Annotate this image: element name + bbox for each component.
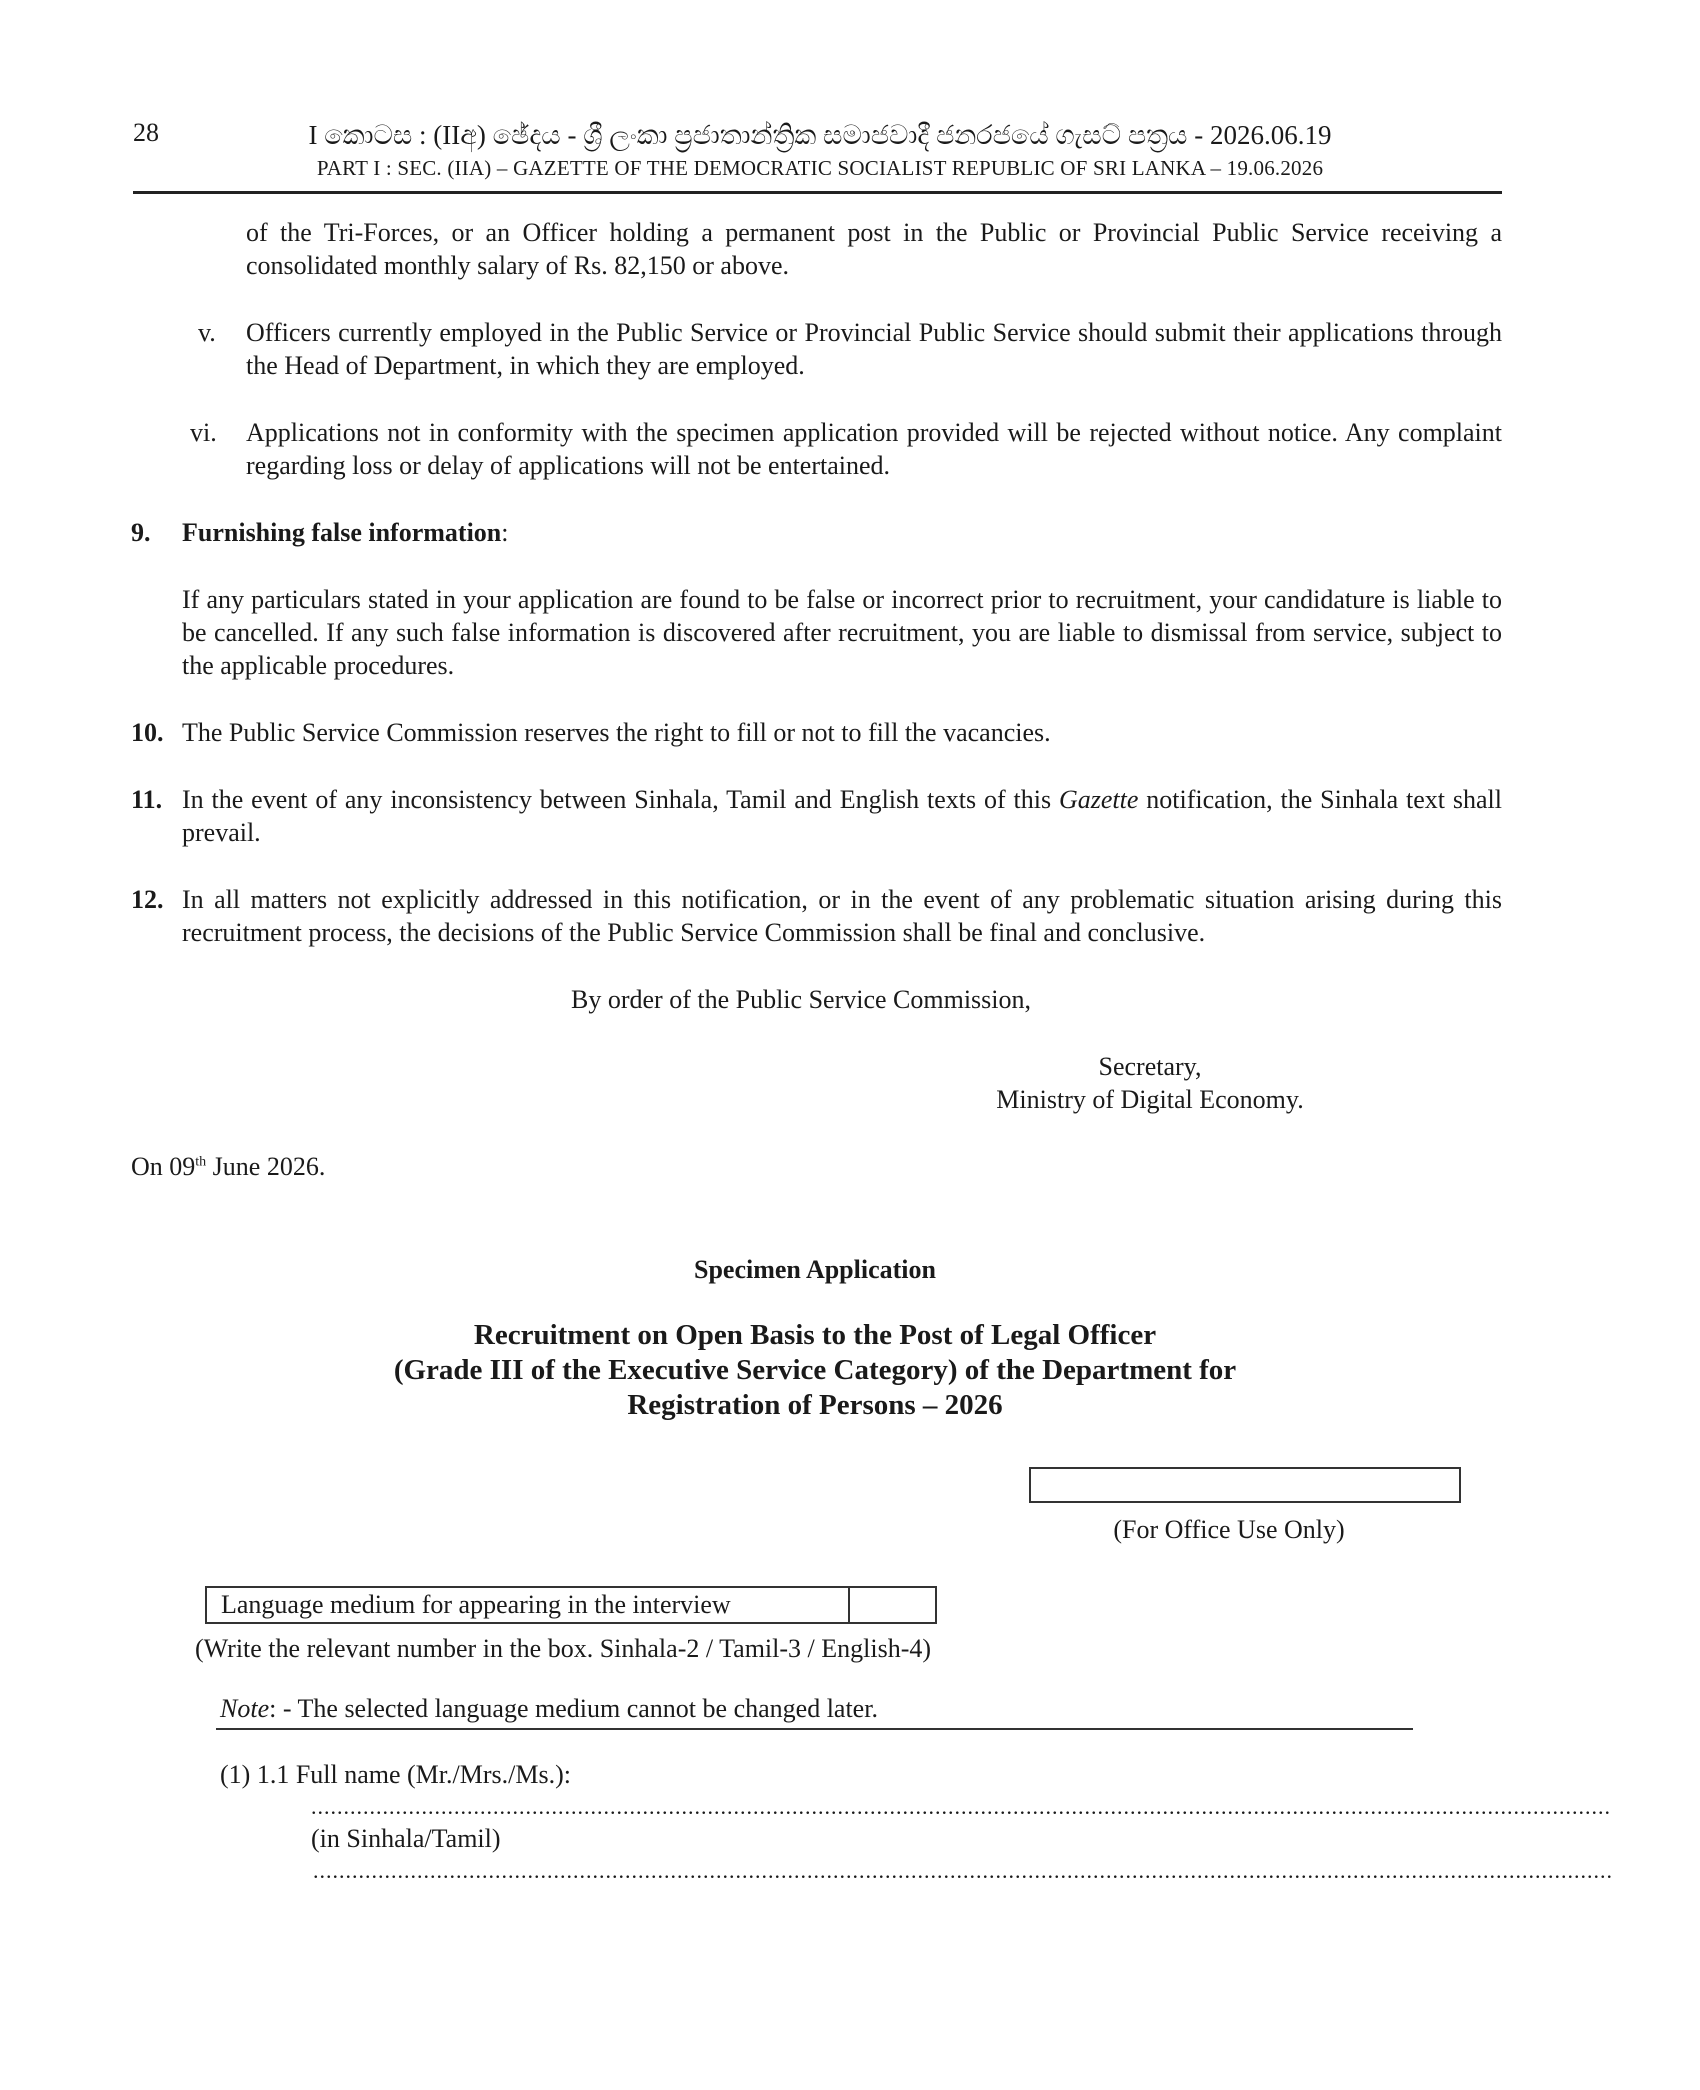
office-use-box[interactable] bbox=[1029, 1467, 1461, 1503]
section-10-number: 10. bbox=[131, 718, 164, 747]
language-medium-table bbox=[205, 1586, 937, 1624]
section-12-number: 12. bbox=[131, 885, 164, 914]
list-marker: v. bbox=[198, 318, 216, 347]
list-item-text: Applications not in conformity with the specimen application provided will be rejected without notice. Any complaint regarding loss or delay of applications will not be entertained. bbox=[246, 418, 1502, 480]
section-9-body: If any particulars stated in your application are found to be false or incorrect prior to recruitment, your candidature is liable to be cancelled. If any such false information is discovered after recruitment, you are liable to dismissal from service, subject to the applicable procedures. bbox=[182, 585, 1502, 680]
section-11-text: In the event of any inconsistency between Sinhala, Tamil and English texts of this Gazette notification, the Sinhala text shall prevail. bbox=[182, 785, 1502, 847]
list-item-vi bbox=[190, 416, 1502, 482]
gazette-header-english: PART I : SEC. (IIA) – GAZETTE OF THE DEMOCRATIC SOCIALIST REPUBLIC OF SRI LANKA – 19.06.2026 bbox=[316, 156, 1324, 180]
header-divider bbox=[133, 191, 1502, 194]
note-label: Note bbox=[220, 1694, 270, 1723]
gazette-italic: Gazette bbox=[1058, 785, 1139, 814]
list-marker: vi. bbox=[190, 418, 217, 447]
signature-block bbox=[940, 1050, 1360, 1116]
continued-paragraph: of the Tri-Forces, or an Officer holding a permanent post in the Public or Provincial Public Service receiving a consolidated monthly salary of Rs. 82,150 or above. bbox=[246, 218, 1502, 280]
specimen-title-line-2: (Grade III of the Executive Service Category) of the Department for bbox=[393, 1354, 1237, 1386]
section-9-heading: Furnishing false information: bbox=[182, 518, 509, 547]
note-text: : - The selected language medium cannot be changed later. bbox=[269, 1694, 878, 1723]
list-item-text: Officers currently employed in the Public Service or Provincial Public Service should submit their applications through the Head of Department, in which they are employed. bbox=[246, 318, 1502, 380]
language-instruction: (Write the relevant number in the box. Sinhala-2 / Tamil-3 / English-4) bbox=[195, 1634, 932, 1663]
specimen-title-line-1: Recruitment on Open Basis to the Post of Legal Officer bbox=[473, 1319, 1157, 1351]
full-name-label: (1) 1.1 Full name (Mr./Mrs./Ms.): bbox=[220, 1760, 571, 1789]
section-10-text: The Public Service Commission reserves the right to fill or not to fill the vacancies. bbox=[182, 718, 1051, 747]
signature-ministry: Ministry of Digital Economy. bbox=[996, 1085, 1304, 1114]
order-line: By order of the Public Service Commission, bbox=[571, 985, 1032, 1014]
full-name-sinhala-tamil-dotted-line[interactable]: ........................................................................................................................................................................................................ bbox=[313, 1858, 1613, 1883]
signature-title: Secretary, bbox=[1098, 1052, 1202, 1081]
page-number: 28 bbox=[133, 118, 159, 147]
section-11-number: 11. bbox=[131, 785, 163, 814]
language-medium-label: Language medium for appearing in the interview bbox=[221, 1590, 731, 1619]
specimen-label: Specimen Application bbox=[694, 1255, 936, 1284]
language-note bbox=[220, 1692, 878, 1725]
list-item-v bbox=[198, 316, 1502, 382]
specimen-title-line-3: Registration of Persons – 2026 bbox=[627, 1389, 1003, 1421]
gazette-header-sinhala: I කොටස : (IIඅ) ඡේදය - ශ්‍රී ලංකා ප්‍රජාතාන්ත්‍රික සමාජවාදී ජනරජයේ ගැසට් පත්‍රය - 2026.06.19 bbox=[308, 120, 1332, 150]
section-12-text: In all matters not explicitly addressed in this notification, or in the event of any problematic situation arising during this recruitment process, the decisions of the Public Service Commission shall be final and conclusive. bbox=[182, 885, 1502, 947]
office-use-label: (For Office Use Only) bbox=[1113, 1515, 1345, 1544]
specimen-title bbox=[250, 1318, 1380, 1423]
full-name-dotted-line[interactable]: ........................................................................................................................................................................................................ bbox=[311, 1794, 1611, 1819]
note-underline bbox=[216, 1728, 1413, 1730]
full-name-sinhala-tamil-label: (in Sinhala/Tamil) bbox=[311, 1824, 501, 1853]
language-number-input-box[interactable] bbox=[850, 1588, 935, 1622]
section-9-number: 9. bbox=[131, 518, 151, 547]
date-line: On 09th June 2026. bbox=[131, 1152, 326, 1181]
